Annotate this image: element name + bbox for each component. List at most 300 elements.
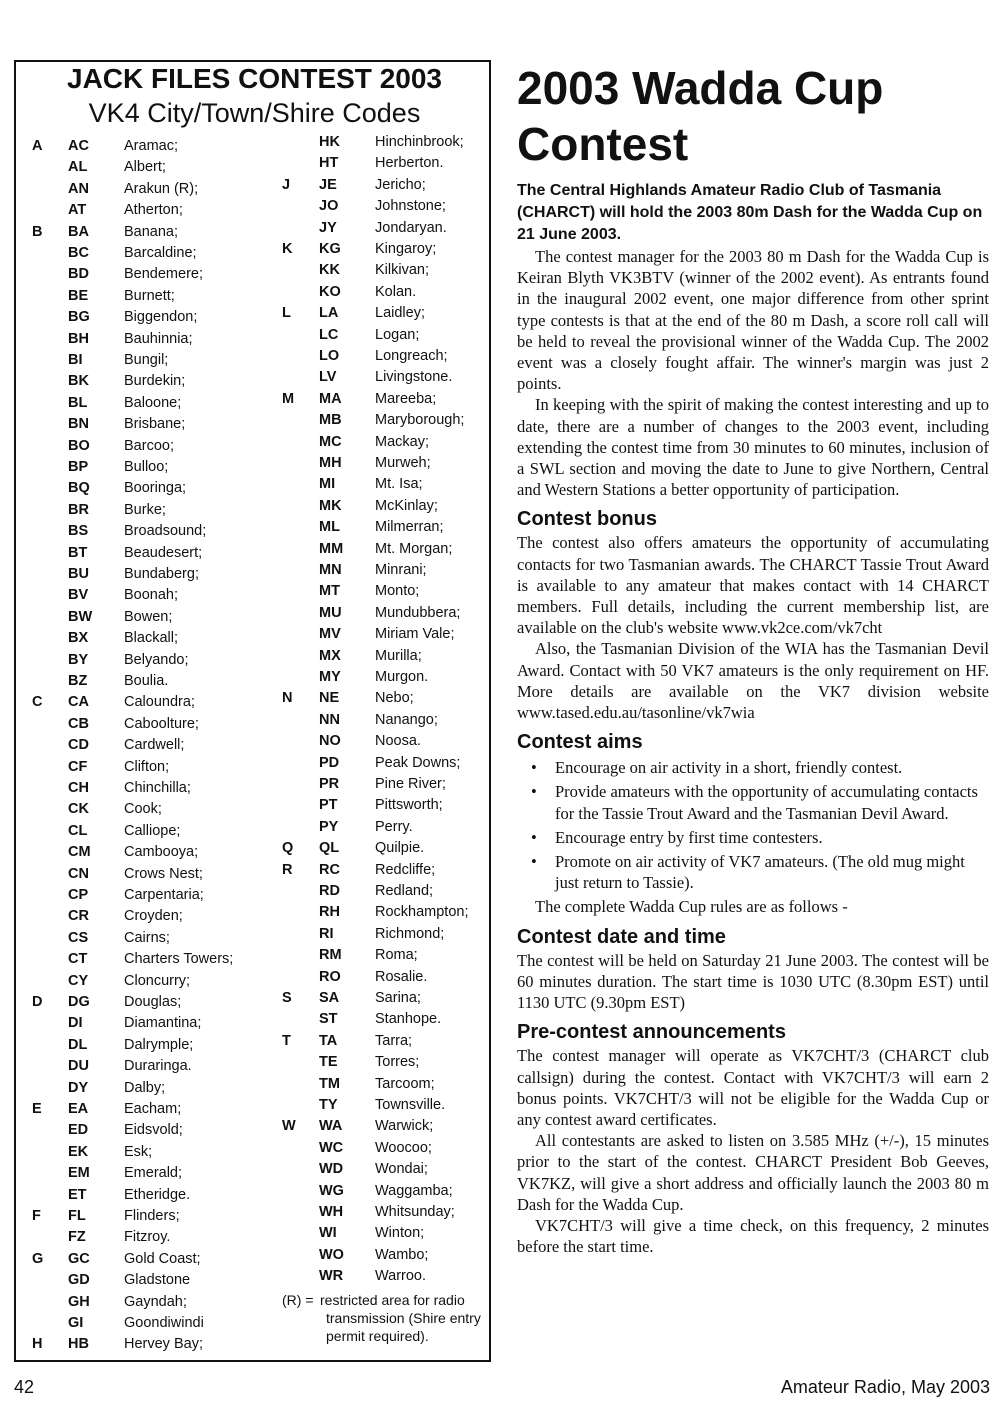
place-name: Gayndah;	[124, 1293, 187, 1310]
code-row	[16, 239, 486, 260]
code: FL	[68, 1208, 86, 1224]
paragraph: All contestants are asked to listen on 3.585 MHz (+/-), 15 minutes prior to the start of the contest. CHARCT President Bob Geeves, VK7KZ, will give a short address and officially launch the 2003 80 m Dash for the Wadda Cup.	[517, 1131, 989, 1214]
paragraph: The contest manager will operate as VK7CHT/3 (CHARCT club callsign) during the contest. Contact with VK7CHT/3 will earn 2 bonus points. VK7CHT/3 will not be eligible for the Wadda Cup or any contest award certificates.	[517, 1046, 989, 1129]
code: AN	[68, 180, 89, 197]
group-letter: E	[32, 1101, 42, 1117]
code: RD	[319, 883, 340, 899]
place-name: Longreach;	[375, 348, 448, 364]
code: NE	[319, 690, 340, 707]
code: ED	[68, 1122, 89, 1139]
aim-item	[517, 757, 989, 778]
place-name: Kilkivan;	[375, 262, 429, 279]
place-name: Maryborough;	[375, 412, 465, 429]
place-name: Emerald;	[124, 1165, 183, 1182]
code-row	[16, 196, 486, 217]
code-row	[16, 1031, 486, 1052]
code: CK	[68, 801, 89, 818]
code: GH	[68, 1293, 90, 1310]
group-letter: K	[282, 241, 293, 257]
code-row	[16, 1245, 486, 1266]
code-row	[16, 624, 486, 645]
place-name: Booringa;	[124, 480, 187, 497]
code-row	[16, 218, 486, 239]
place-name: Nanango;	[375, 711, 438, 728]
place-name: Quilpie.	[375, 840, 425, 857]
place-name: Dalby;	[124, 1079, 166, 1096]
bullet-icon: •	[531, 827, 537, 847]
place-name: Hinchinbrook;	[375, 134, 464, 150]
code-row	[16, 1074, 486, 1095]
aim-text: Encourage entry by first time contesters.	[555, 827, 823, 847]
place-name: Bulloo;	[124, 459, 169, 475]
code: DG	[68, 994, 90, 1010]
aim-text: Provide amateurs with the opportunity of accumulating contacts for the Tassie Trout Award and the Tasmanian Devil Award.	[555, 782, 978, 823]
code: BY	[68, 651, 89, 668]
place-name: Minrani;	[375, 562, 427, 578]
group-letter: F	[32, 1208, 41, 1224]
paragraph: Also, the Tasmanian Division of the WIA has the Tasmanian Devil Award. Contact with 50 VK7 amateurs is the only requirement on HF. More details are available on the VK7 division website www.tased.edu.au/tasonline/vk7wia	[517, 639, 989, 723]
code: KG	[319, 241, 341, 257]
paragraph: In keeping with the spirit of making the contest interesting and up to date, there are a number of changes to the 2003 event, including extending the contest time from 30 minutes to 60 minutes, inclusion of a SWL section and moving the date to June to give Northern, Central and Western Stations a better opportunity of participation.	[517, 395, 989, 500]
code: TA	[319, 1032, 338, 1049]
place-name: Redland;	[375, 883, 434, 899]
place-name: Burdekin;	[124, 373, 186, 390]
place-name: Eacham;	[124, 1101, 182, 1117]
code-row	[16, 1266, 486, 1287]
place-name: Broadsound;	[124, 523, 207, 540]
place-name: Pittsworth;	[375, 797, 443, 814]
place-name: Warroo.	[375, 1268, 427, 1285]
place-name: Bauhinnia;	[124, 330, 193, 347]
pre-section	[517, 1045, 989, 1257]
code: JY	[319, 219, 337, 236]
code: AT	[68, 202, 87, 219]
place-name: Townsville.	[375, 1097, 446, 1113]
place-name: Stanhope.	[375, 1011, 442, 1028]
code: EA	[68, 1101, 89, 1117]
code: MB	[319, 412, 342, 429]
code: WI	[319, 1225, 337, 1242]
place-name: Barcaldine;	[124, 245, 197, 261]
code: BL	[68, 394, 88, 411]
place-name: Clifton;	[124, 758, 170, 775]
place-name: Crows Nest;	[124, 865, 203, 882]
code: BP	[68, 459, 89, 475]
code-row	[16, 1095, 486, 1116]
aims-after: The complete Wadda Cup rules are as follows -	[535, 897, 848, 917]
box-subtitle: VK4 City/Town/Shire Codes	[88, 98, 421, 128]
code-row	[16, 303, 486, 324]
group-letter: W	[282, 1118, 296, 1135]
date-heading: Contest date and time	[517, 925, 726, 948]
place-name: Nebo;	[375, 690, 414, 707]
code: LA	[319, 305, 339, 322]
place-name: Murweh;	[375, 455, 431, 471]
article	[517, 60, 989, 1257]
place-name: Goondiwindi	[124, 1315, 204, 1331]
footnote	[282, 1291, 492, 1345]
place-name: Brisbane;	[124, 416, 186, 433]
place-name: Croyden;	[124, 908, 183, 925]
code: MX	[319, 647, 341, 664]
date-paragraph: The contest will be held on Saturday 21 June 2003. The contest will be 60 minutes duration. The start time is 1030 UTC (8.30pm EST) until 1130 UTC (9.30pm EST)	[517, 950, 989, 1013]
place-name: Kolan.	[375, 283, 417, 300]
code-row	[16, 667, 486, 688]
code: DI	[68, 1015, 83, 1032]
code: RH	[319, 904, 340, 921]
code: BT	[68, 544, 88, 561]
code: GC	[68, 1250, 90, 1267]
place-name: Rosalie.	[375, 968, 428, 985]
aim-item	[517, 827, 989, 848]
place-name: Mareeba;	[375, 390, 437, 407]
place-name: Mt. Morgan;	[375, 540, 453, 557]
place-name: Sarina;	[375, 990, 421, 1006]
code: BX	[68, 630, 89, 647]
code: MH	[319, 455, 342, 471]
place-name: Albert;	[124, 159, 166, 176]
code: BA	[68, 223, 89, 240]
place-name: Murilla;	[375, 647, 422, 664]
place-name: Carpentaria;	[124, 887, 204, 903]
code-row	[16, 367, 486, 388]
code-row	[16, 1181, 486, 1202]
code: LV	[319, 369, 337, 386]
code: WH	[319, 1204, 344, 1220]
code: DY	[68, 1079, 89, 1096]
aim-item	[517, 781, 989, 823]
place-name: Calliope;	[124, 822, 181, 839]
code: MI	[319, 476, 336, 493]
code: WA	[319, 1118, 343, 1135]
group-letter: Q	[282, 840, 294, 857]
place-name: Peak Downs;	[375, 754, 461, 771]
place-name: Bungil;	[124, 352, 169, 368]
code-row	[16, 603, 486, 624]
place-name: Caloundra;	[124, 694, 195, 711]
bonus-heading: Contest bonus	[517, 508, 657, 531]
aim-item	[517, 851, 989, 893]
code: BK	[68, 373, 89, 390]
pre-heading: Pre-contest announcements	[517, 1021, 786, 1044]
place-name: Noosa.	[375, 733, 421, 750]
code: BN	[68, 416, 89, 433]
code: ML	[319, 519, 340, 536]
group-letter: M	[282, 390, 295, 407]
code-row	[16, 496, 486, 517]
code: CP	[68, 887, 89, 903]
code-row	[16, 132, 486, 153]
place-name: Beaudesert;	[124, 544, 203, 561]
place-name: Douglas;	[124, 994, 182, 1010]
code: WD	[319, 1161, 344, 1178]
code: PR	[319, 776, 340, 792]
code: EK	[68, 1143, 89, 1160]
code: CR	[68, 908, 89, 925]
code: RI	[319, 925, 334, 942]
group-letter: C	[32, 694, 43, 711]
place-name: Winton;	[375, 1225, 425, 1242]
code: CM	[68, 844, 91, 861]
code-row	[16, 560, 486, 581]
aim-text: Encourage on air activity in a short, friendly contest.	[555, 758, 903, 778]
bullet-icon: •	[531, 758, 537, 778]
code: CY	[68, 972, 89, 989]
code: BQ	[68, 480, 90, 497]
code-row	[16, 581, 486, 602]
code: PY	[319, 818, 339, 835]
code-row	[16, 860, 486, 881]
code: LO	[319, 348, 340, 364]
code-row	[16, 453, 486, 474]
group-letter: H	[32, 1336, 43, 1353]
place-name: Gladstone	[124, 1272, 191, 1289]
code: MY	[319, 669, 341, 685]
group-letter: A	[32, 138, 43, 154]
place-name: Mundubbera;	[375, 604, 461, 621]
code: RC	[319, 861, 340, 878]
place-name: Warwick;	[375, 1118, 434, 1135]
place-name: Etheridge.	[124, 1186, 191, 1203]
place-name: Cairns;	[124, 929, 170, 946]
code: PT	[319, 797, 338, 814]
place-name: Mackay;	[375, 433, 429, 450]
code-row	[16, 1116, 486, 1137]
code: RO	[319, 968, 341, 985]
code: JE	[319, 176, 337, 193]
page-number: 42	[14, 1377, 35, 1397]
code: BG	[68, 309, 90, 326]
code-row	[16, 1052, 486, 1073]
footnote-text: restricted area for radio transmission (Shire entry permit required).	[320, 1292, 481, 1344]
code: BS	[68, 523, 89, 540]
place-name: Dalrymple;	[124, 1036, 194, 1053]
place-name: Woocoo;	[375, 1139, 432, 1156]
code-row	[16, 646, 486, 667]
box-title: JACK FILES CONTEST 2003	[67, 63, 442, 94]
code-row	[16, 1009, 486, 1030]
code: TY	[319, 1097, 338, 1113]
place-name: McKinlay;	[375, 497, 438, 514]
code: BV	[68, 587, 89, 604]
place-name: Atherton;	[124, 202, 183, 219]
code-row	[16, 474, 486, 495]
code: FZ	[68, 1229, 86, 1246]
code: QL	[319, 840, 340, 857]
code-row	[16, 282, 486, 303]
paragraph: VK7CHT/3 will give a time check, on this frequency, 2 minutes before the start time.	[517, 1215, 989, 1257]
group-letter: R	[282, 861, 293, 878]
code-row	[16, 432, 486, 453]
place-name: Richmond;	[375, 925, 445, 942]
place-name: Bowen;	[124, 608, 173, 625]
code: AL	[68, 159, 88, 176]
code: BO	[68, 437, 90, 454]
code: MA	[319, 390, 342, 407]
group-letter: G	[32, 1250, 44, 1267]
code: MK	[319, 497, 342, 514]
place-name: Blackall;	[124, 630, 178, 647]
code: KK	[319, 262, 340, 279]
place-name: Kingaroy;	[375, 241, 437, 257]
place-name: Cardwell;	[124, 737, 185, 754]
code: MV	[319, 626, 341, 643]
place-name: Pine River;	[375, 776, 446, 792]
place-name: Boulia.	[124, 673, 169, 689]
place-name: Redcliffe;	[375, 861, 436, 878]
code: TE	[319, 1054, 338, 1071]
code: WR	[319, 1268, 344, 1285]
code: CD	[68, 737, 89, 754]
place-name: Perry.	[375, 818, 413, 835]
code: MC	[319, 433, 342, 450]
paragraph: The contest manager for the 2003 80 m Dash for the Wadda Cup is Keiran Blyth VK3BTV (winner of the 2002 event). As entrants found in the inaugural 2002 event, one major difference from other sprint type contests is that at the end of the 80 m Dash, a score roll call will be held to reveal the provisional winner of the Wadda Cup. The 2002 event was a closely fought affair. The winner's margin was just 2 points.	[517, 247, 989, 394]
code-row	[16, 967, 486, 988]
group-letter: D	[32, 994, 43, 1010]
code-row	[16, 710, 486, 731]
place-name: Cloncurry;	[124, 972, 191, 989]
code: NO	[319, 733, 341, 750]
place-name: Livingstone.	[375, 369, 453, 386]
place-name: Johnstone;	[375, 198, 446, 215]
code: GD	[68, 1272, 90, 1289]
code: BI	[68, 352, 83, 368]
code-row	[16, 902, 486, 923]
code: CB	[68, 715, 89, 732]
code-row	[16, 688, 486, 709]
place-name: Chinchilla;	[124, 780, 191, 796]
paragraph: The contest also offers amateurs the opportunity of accumulating contacts for two Tasmanian awards. The CHARCT Tassie Trout Award is available to any amateur that makes contact with 14 CHARCT members. Full details, including the current membership list, are available on the club's website www.vk2ce.com/vk7cht	[517, 533, 989, 638]
group-letter: J	[282, 176, 291, 193]
place-name: Banana;	[124, 223, 179, 240]
group-letter: L	[282, 305, 291, 322]
code-row	[16, 153, 486, 174]
code: BW	[68, 608, 93, 625]
code: SA	[319, 990, 340, 1006]
code: PD	[319, 754, 340, 771]
group-letter: N	[282, 690, 293, 707]
aims-list	[517, 757, 989, 893]
place-name: Fitzroy.	[124, 1229, 171, 1246]
code: JO	[319, 198, 339, 215]
group-letter: B	[32, 223, 43, 240]
code: CA	[68, 694, 89, 711]
code: CH	[68, 780, 89, 796]
code: BC	[68, 245, 89, 261]
place-name: Burke;	[124, 501, 166, 518]
code: MT	[319, 583, 340, 600]
code-row	[16, 945, 486, 966]
place-name: Barcoo;	[124, 437, 174, 454]
code: WO	[319, 1246, 344, 1263]
codes-box	[14, 60, 491, 1362]
bullet-icon: •	[531, 852, 537, 872]
code: CF	[68, 758, 88, 775]
place-name: Tarcoom;	[375, 1075, 435, 1092]
place-name: Cambooya;	[124, 844, 199, 861]
place-name: Gold Coast;	[124, 1250, 201, 1267]
place-name: Eidsvold;	[124, 1122, 183, 1139]
code-row	[16, 795, 486, 816]
place-name: Mt. Isa;	[375, 476, 423, 493]
bullet-icon: •	[531, 782, 537, 802]
place-name: Hervey Bay;	[124, 1336, 203, 1353]
place-name: Milmerran;	[375, 519, 444, 536]
code: WC	[319, 1139, 344, 1156]
place-name: Diamantina;	[124, 1015, 202, 1032]
place-name: Torres;	[375, 1054, 420, 1071]
code: MN	[319, 562, 342, 578]
code-row	[16, 1202, 486, 1223]
place-name: Whitsunday;	[375, 1204, 455, 1220]
place-name: Aramac;	[124, 138, 178, 154]
code-row	[16, 924, 486, 945]
place-name: Jondaryan.	[375, 219, 447, 236]
place-name: Boonah;	[124, 587, 179, 604]
code-row	[16, 774, 486, 795]
code: RM	[319, 947, 342, 964]
place-name: Murgon.	[375, 669, 429, 685]
place-name: Wambo;	[375, 1246, 429, 1263]
place-name: Roma;	[375, 947, 418, 964]
code: WG	[319, 1182, 344, 1199]
place-name: Logan;	[375, 326, 420, 343]
code: EM	[68, 1165, 90, 1182]
code: CT	[68, 951, 88, 968]
code-row	[16, 260, 486, 281]
code: HK	[319, 134, 340, 150]
code-row	[16, 539, 486, 560]
code: ET	[68, 1186, 87, 1203]
code-row	[16, 838, 486, 859]
code-row	[16, 1159, 486, 1180]
place-name: Burnett;	[124, 287, 175, 304]
code: BD	[68, 266, 89, 283]
code: KO	[319, 283, 341, 300]
code-row	[16, 1223, 486, 1244]
place-name: Laidley;	[375, 305, 425, 322]
place-name: Waggamba;	[375, 1182, 453, 1199]
place-name: Bundaberg;	[124, 566, 199, 582]
code-row	[16, 389, 486, 410]
code-row	[16, 753, 486, 774]
code: BE	[68, 287, 89, 304]
code-row	[16, 410, 486, 431]
code-row	[16, 817, 486, 838]
code-row	[16, 1138, 486, 1159]
code-row	[16, 346, 486, 367]
code: MM	[319, 540, 344, 557]
code: ST	[319, 1011, 338, 1028]
code: CL	[68, 822, 88, 839]
place-name: Belyando;	[124, 651, 189, 668]
code: HB	[68, 1336, 89, 1353]
code: BH	[68, 330, 89, 347]
code: CN	[68, 865, 89, 882]
place-name: Miriam Vale;	[375, 626, 455, 643]
article-title: 2003 Wadda Cup Contest	[517, 62, 884, 170]
code: TM	[319, 1075, 340, 1092]
place-name: Biggendon;	[124, 309, 198, 326]
code-row	[16, 175, 486, 196]
place-name: Caboolture;	[124, 715, 199, 732]
group-letter: T	[282, 1032, 291, 1049]
place-name: Esk;	[124, 1143, 153, 1160]
code: BR	[68, 501, 89, 518]
code: GI	[68, 1315, 84, 1331]
code: LC	[319, 326, 339, 343]
aim-text: Promote on air activity of VK7 amateurs. (The old mug might just return to Tassie).	[555, 852, 965, 893]
